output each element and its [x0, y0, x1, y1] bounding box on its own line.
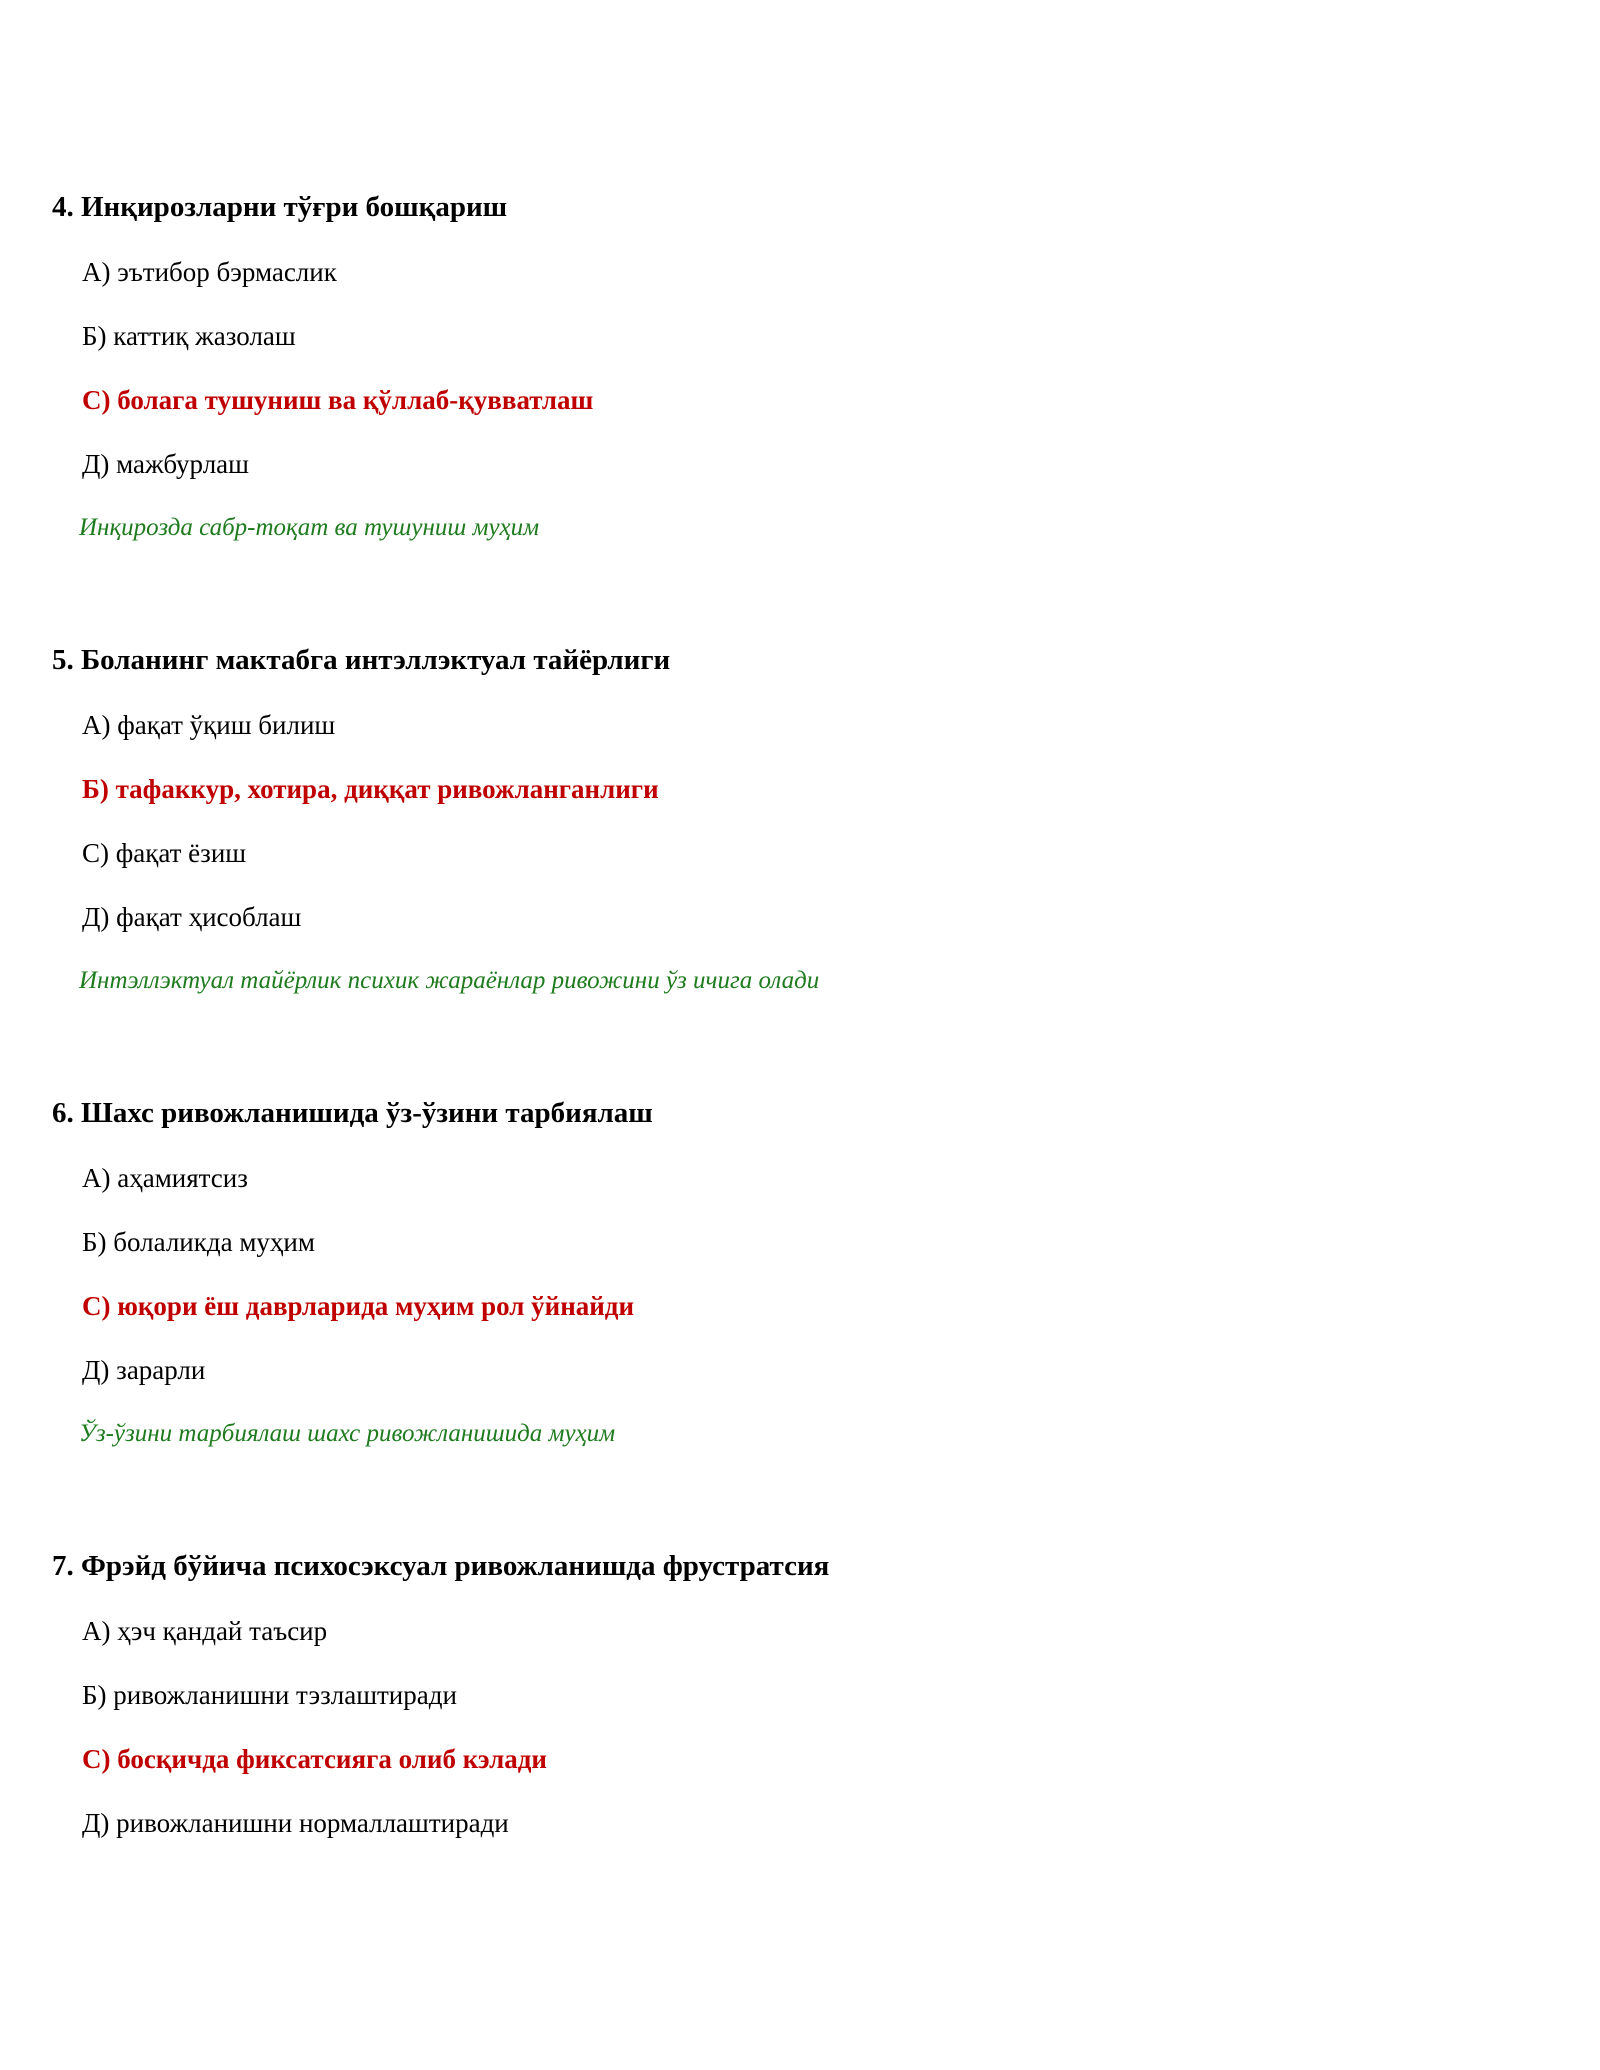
- answer-option-a: А) аҳамиятсиз: [82, 1163, 248, 1193]
- answer-option-b: Б) болаликда муҳим: [82, 1227, 315, 1257]
- answer-option-d: Д) мажбурлаш: [82, 449, 249, 479]
- answer-option-c: С) юқори ёш даврларида муҳим рол ўйнайди: [82, 1291, 635, 1321]
- question-6: [52, 1096, 1552, 1447]
- answer-option-c: С) босқичда фиксатсияга олиб кэлади: [82, 1744, 547, 1774]
- answer-option-b: Б) тафаккур, хотира, диққат ривожланганлиги: [82, 774, 659, 804]
- explanation-note: Интэллэктуал тайёрлик психик жараёнлар ривожини ўз ичига олади: [79, 967, 820, 994]
- answer-option-c: С) фақат ёзиш: [82, 838, 247, 868]
- question-title: 4. Инқирозларни тўғри бошқариш: [52, 191, 508, 223]
- answer-option-a: А) ҳэч қандай таъсир: [82, 1616, 328, 1646]
- answer-option-b: Б) каттиқ жазолаш: [82, 321, 296, 351]
- question-title: 7. Фрэйд бўйича психосэксуал ривожланишда фрустратсия: [52, 1550, 830, 1582]
- answer-option-a: А) фақат ўқиш билиш: [82, 710, 336, 740]
- explanation-note: Ўз-ўзини тарбиялаш шахс ривожланишида муҳим: [79, 1420, 616, 1447]
- answer-option-d: Д) фақат ҳисоблаш: [82, 902, 302, 932]
- question-5: [52, 643, 1552, 994]
- question-title: 5. Боланинг мактабга интэллэктуал тайёрлиги: [52, 644, 671, 676]
- question-title: 6. Шахс ривожланишида ўз-ўзини тарбиялаш: [52, 1097, 653, 1129]
- answer-option-d: Д) ривожланишни нормаллаштиради: [82, 1808, 509, 1838]
- answer-option-b: Б) ривожланишни тэзлаштиради: [82, 1680, 457, 1710]
- answer-option-d: Д) зарарли: [82, 1355, 206, 1385]
- question-4: [52, 190, 1552, 541]
- question-7: [52, 1549, 1552, 1838]
- answer-option-c: С) болага тушуниш ва қўллаб-қувватлаш: [82, 385, 594, 415]
- explanation-note: Инқирозда сабр-тоқат ва тушуниш муҳим: [79, 514, 540, 541]
- answer-option-a: А) эътибор бэрмаслик: [82, 257, 337, 287]
